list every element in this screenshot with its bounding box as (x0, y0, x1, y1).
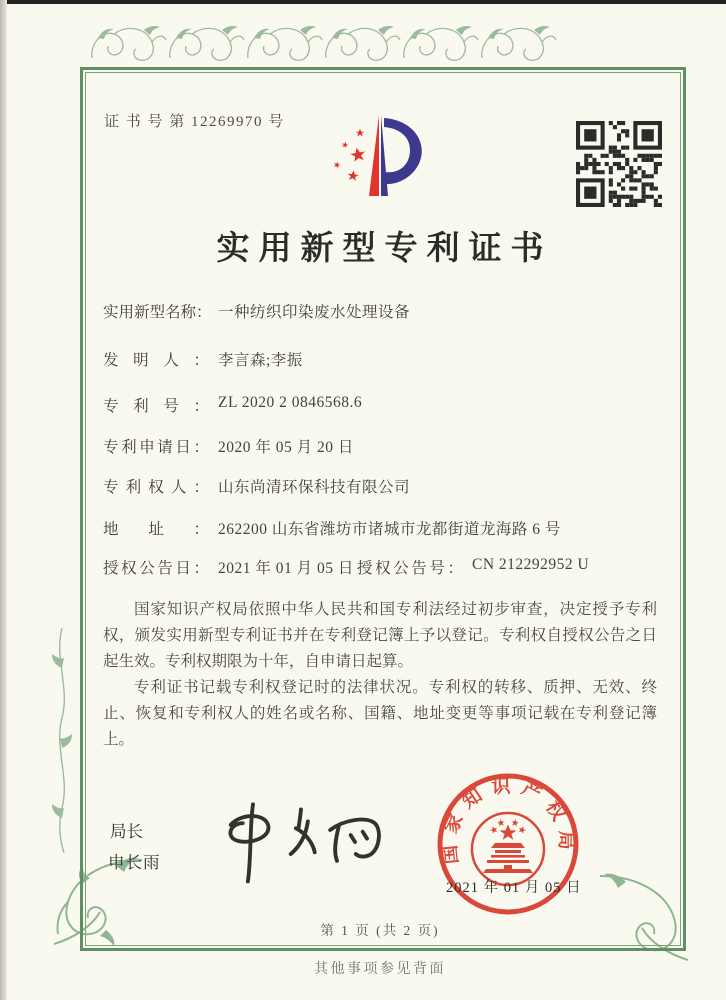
field-value: 262200 山东省潍坊市诸城市龙都街道龙海路 6 号 (218, 521, 561, 538)
scan-edge-top (0, 0, 726, 4)
field-row-patent-number (103, 394, 663, 416)
field-value: 山东尚清环保科技有限公司 (218, 479, 411, 496)
field-row-patentee (103, 475, 663, 497)
grant-number-pair (357, 556, 589, 578)
field-row-address (103, 517, 663, 539)
filigree-top-ornament (88, 22, 558, 68)
scan-edge-left (0, 0, 7, 1000)
grant-date-pair (103, 560, 354, 577)
seal-national-emblem (472, 813, 544, 885)
field-label: 授权公告日： (103, 560, 209, 577)
qr-code (576, 121, 662, 207)
certificate-number: 证 书 号 第 12269970 号 (104, 114, 285, 130)
field-label: 地址： (103, 521, 209, 538)
signer-role: 局长 (110, 823, 143, 841)
back-side-note: 其他事项参见背面 (314, 962, 446, 977)
legal-paragraph-1: 国家知识产权局依照中华人民共和国专利法经过初步审查，决定授予专利权，颁发实用新型专利证书并在专利登记簿上予以登记。专利权自授权公告之日起生效。专利权期限为十年，自申请日起算。 (103, 601, 657, 670)
field-label: 专利申请日： (103, 439, 209, 456)
field-value: CN 212292952 U (472, 556, 590, 573)
field-row-utility-model-name (103, 300, 663, 322)
legal-paragraph-2: 专利证书记载专利权登记时的法律状况。专利权的转移、质押、无效、终止、恢复和专利权人的姓名或名称、国籍、地址变更等事项记载在专利登记簿上。 (103, 679, 657, 748)
field-row-grant-info (103, 556, 663, 578)
field-value: ZL 2020 2 0846568.6 (218, 394, 363, 411)
page-number: 第 1 页 (共 2 页) (320, 923, 440, 938)
signer-name: 申长雨 (108, 854, 161, 872)
field-value: 2021 年 01 月 05 日 (218, 560, 354, 577)
seal-ring-text: 国家知识产权局 (438, 775, 577, 866)
field-label: 授权公告号： (357, 560, 463, 577)
certificate-title: 实用新型专利证书 (216, 231, 553, 267)
field-label: 发明人： (103, 352, 209, 369)
field-row-filing-date (103, 435, 663, 457)
field-value: 一种纺织印染废水处理设备 (218, 304, 411, 321)
field-row-inventor (103, 348, 663, 370)
field-value: 2020 年 05 月 20 日 (218, 439, 354, 456)
field-value: 李言森;李振 (218, 352, 303, 369)
seal-date: 2021 年 01 月 05 日 (446, 880, 582, 896)
field-label: 专利权人： (103, 479, 209, 496)
handwritten-signature (205, 793, 385, 891)
cnipa-logo-icon (312, 104, 438, 216)
legal-text-block (103, 597, 657, 753)
filigree-left-vine (50, 628, 74, 853)
field-label: 实用新型名称： (103, 304, 212, 321)
field-label: 专利号： (103, 398, 209, 415)
